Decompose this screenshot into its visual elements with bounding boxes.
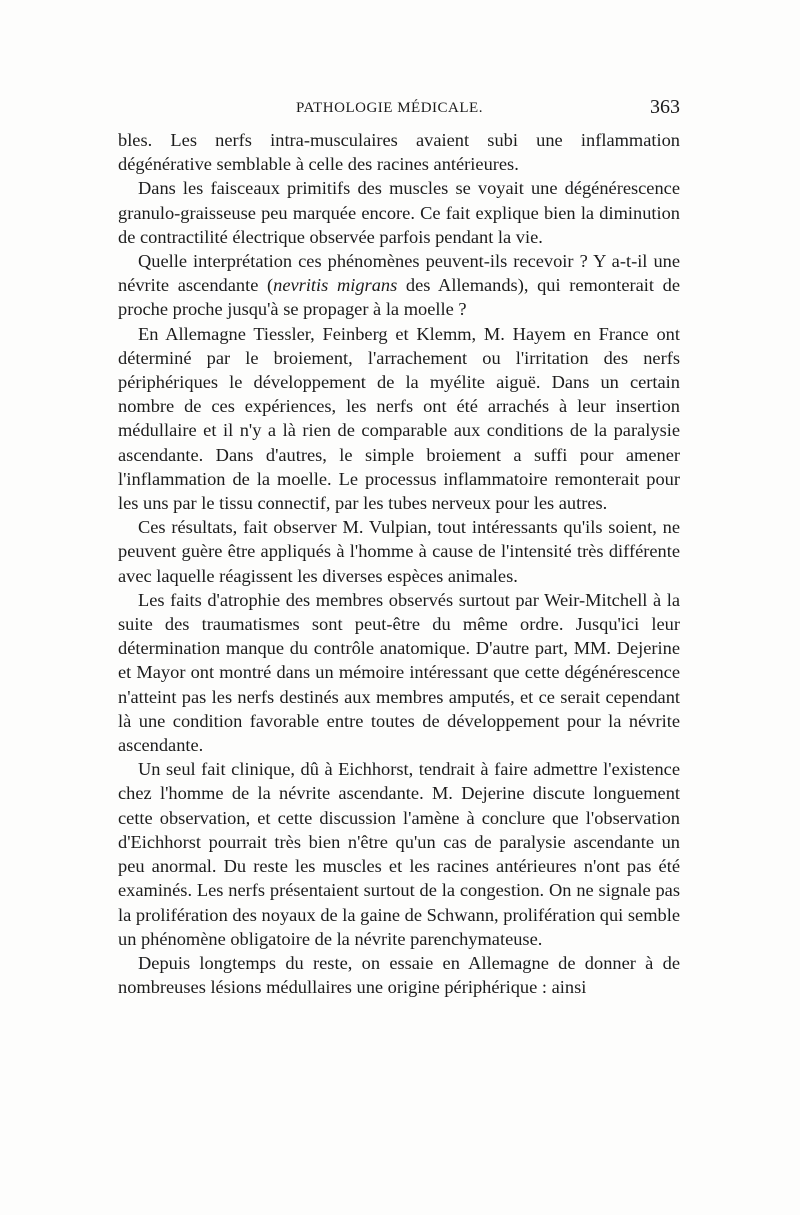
paragraph-1: bles. Les nerfs intra-musculaires avaient subi une inflammation dégénérative semblable à celle des racines antérieures. (118, 130, 680, 175)
page-number: 363 (650, 96, 680, 118)
paragraph-6: Les faits d'atrophie des membres observés surtout par Weir-Mitchell à la suite des traumatismes sont peut-être du même ordre. Jusqu'ici leur détermination manque du contrôle anatomique. D'autre part, MM. Dejerine et Mayor ont montré dans un mémoire intéressant que cette dégénérescence n'atteint pas les nerfs destinés aux membres amputés, et ce serait cependant là une condition favorable entre toutes de développement pour la névrite ascendante. (118, 589, 680, 756)
body-text (118, 128, 680, 999)
paragraph-2: Dans les faisceaux primitifs des muscles se voyait une dégénérescence granulo-graisseuse peu marquée encore. Ce fait explique bien la diminution de contractilité électrique observée parfois pendant la vie. (118, 178, 680, 247)
paragraph-3-after: des Allemands), qui remonterait de proche proche jusqu'à se propager à la moelle ? (118, 275, 680, 320)
paragraph-4: En Allemagne Tiessler, Feinberg et Klemm, M. Hayem en France ont déterminé par le broiement, l'arrachement ou l'irritation des nerfs périphériques le développement de la myélite aiguë. Dans un certain nombre de ces expériences, les nerfs ont été arrachés à leur insertion médullaire et il n'y a là rien de comparable aux conditions de la paralysie ascendante. Dans d'autres, le simple broiement a suffi pour amener l'inflammation de la moelle. Le processus inflammatoire remonterait pour les uns par le tissu connectif, par les tubes nerveux pour les autres. (118, 323, 680, 514)
paragraph-3-before: Quelle interprétation ces phénomènes peuvent-ils recevoir ? Y a-t-il une névrite ascendante ( (118, 251, 680, 296)
page-header (118, 98, 680, 124)
paragraph-3 (118, 249, 680, 322)
running-title: PATHOLOGIE MÉDICALE. (296, 100, 483, 116)
paragraph-8: Depuis longtemps du reste, on essaie en Allemagne de donner à de nombreuses lésions médullaires une origine périphérique : ainsi (118, 952, 680, 998)
nevritis-migrans-term: nevritis migrans (273, 275, 398, 296)
paragraph-5: Ces résultats, fait observer M. Vulpian, tout intéressants qu'ils soient, ne peuvent guère être appliqués à l'homme à cause de l'intensité très différente avec laquelle réagissent les diverses espèces animales. (118, 517, 680, 586)
paragraph-7: Un seul fait clinique, dû à Eichhorst, tendrait à faire admettre l'existence chez l'homme de la névrite ascendante. M. Dejerine discute longuement cette observation, et cette discussion l'amène à conclure que l'observation d'Eichhorst pourrait très bien n'être qu'un cas de paralysie ascendante un peu anormal. Du reste les muscles et les racines antérieures n'ont pas été examinés. Les nerfs présentaient surtout de la congestion. On ne signale pas la prolifération des noyaux de la gaine de Schwann, prolifération qui semble un phénomène obligatoire de la névrite parenchymateuse. (118, 759, 680, 949)
